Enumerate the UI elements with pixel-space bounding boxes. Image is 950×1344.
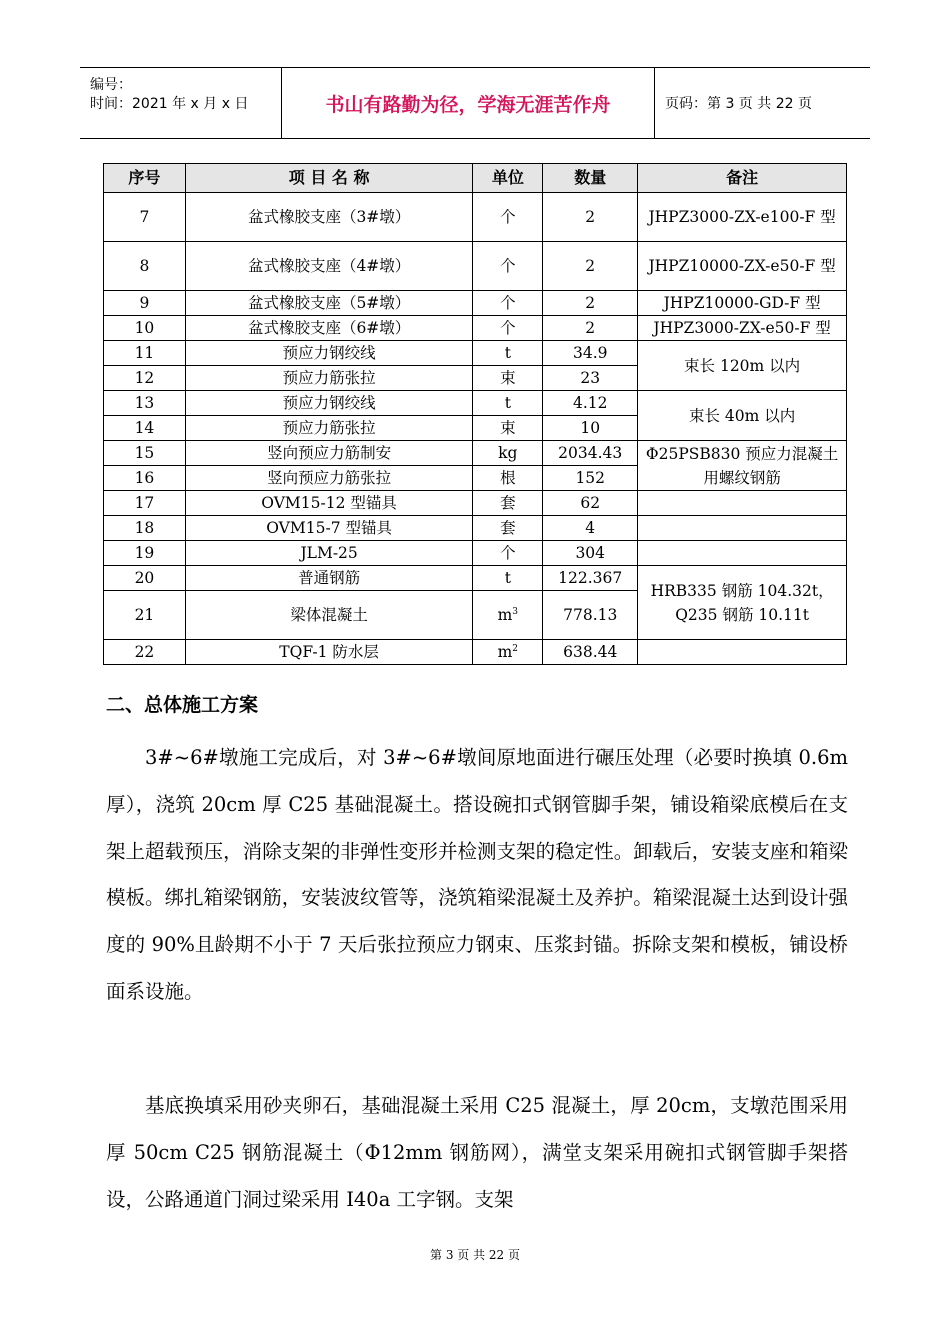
header-meta <box>80 68 282 138</box>
cell-name: OVM15-7 型锚具 <box>185 516 473 541</box>
cell-qty: 62 <box>543 491 638 516</box>
cell-qty: 23 <box>543 366 638 391</box>
cell-no: 13 <box>104 391 186 416</box>
cell-name: 盆式橡胶支座（6#墩） <box>185 316 473 341</box>
table-header-row <box>104 164 847 193</box>
section-heading: 二、总体施工方案 <box>106 694 259 716</box>
cell-name: 预应力筋张拉 <box>185 366 473 391</box>
cell-name: 梁体混凝土 <box>185 591 473 640</box>
cell-no: 12 <box>104 366 186 391</box>
cell-name: 盆式橡胶支座（3#墩） <box>185 193 473 242</box>
cell-unit: 根 <box>473 466 543 491</box>
table-row <box>104 516 847 541</box>
materials-table <box>103 163 847 665</box>
cell-no: 17 <box>104 491 186 516</box>
unit-base: m <box>497 606 513 624</box>
cell-no: 9 <box>104 291 186 316</box>
cell-unit: 个 <box>473 291 543 316</box>
column-header: 序号 <box>104 164 186 193</box>
cell-qty: 152 <box>543 466 638 491</box>
cell-qty: 2 <box>543 291 638 316</box>
cell-qty: 638.44 <box>543 640 638 665</box>
cell-qty: 122.367 <box>543 566 638 591</box>
cell-name: JLM-25 <box>185 541 473 566</box>
code-label: 编号： <box>90 77 132 93</box>
table-row <box>104 316 847 341</box>
cell-name: TQF-1 防水层 <box>185 640 473 665</box>
cell-unit: 束 <box>473 416 543 441</box>
cell-qty: 34.9 <box>543 341 638 366</box>
cell-note <box>638 541 847 566</box>
cell-name: 预应力筋张拉 <box>185 416 473 441</box>
cell-note-merged: 束长 40m 以内 <box>638 391 847 441</box>
cell-qty: 2 <box>543 193 638 242</box>
cell-unit: 个 <box>473 242 543 291</box>
cell-note-merged: 束长 120m 以内 <box>638 341 847 391</box>
cell-no: 10 <box>104 316 186 341</box>
cell-name: 竖向预应力筋张拉 <box>185 466 473 491</box>
cell-unit: 个 <box>473 316 543 341</box>
cell-no: 20 <box>104 566 186 591</box>
unit-superscript: 2 <box>512 643 519 654</box>
cell-no: 16 <box>104 466 186 491</box>
cell-unit: 套 <box>473 516 543 541</box>
header-page-info: 页码：第 3 页 共 22 页 <box>665 96 812 112</box>
page-header <box>80 67 870 139</box>
table-row <box>104 441 847 466</box>
cell-qty: 778.13 <box>543 591 638 640</box>
cell-no: 19 <box>104 541 186 566</box>
cell-qty: 4.12 <box>543 391 638 416</box>
table-row <box>104 541 847 566</box>
column-header: 数量 <box>543 164 638 193</box>
cell-name: 预应力钢绞线 <box>185 341 473 366</box>
column-header: 项 目 名 称 <box>185 164 473 193</box>
cell-note: JHPZ3000-ZX-e100-F 型 <box>638 193 847 242</box>
cell-note: JHPZ10000-ZX-e50-F 型 <box>638 242 847 291</box>
cell-name: 预应力钢绞线 <box>185 391 473 416</box>
cell-note: JHPZ3000-ZX-e50-F 型 <box>638 316 847 341</box>
cell-note <box>638 640 847 665</box>
table-row <box>104 242 847 291</box>
table-row <box>104 341 847 366</box>
table-row <box>104 391 847 416</box>
time-label: 时间：2021 年 x 月 x 日 <box>90 96 249 112</box>
column-header: 单位 <box>473 164 543 193</box>
body-paragraph: 3#~6#墩施工完成后，对 3#~6#墩间原地面进行碾压处理（必要时换填 0.6m 厚），浇筑 20cm 厚 C25 基础混凝土。搭设碗扣式钢管脚手架，铺设箱梁底模后在支架上超载预压，消除支架的非弹性变形并检测支架的稳定性。卸载后，安装支座和箱梁模板。绑扎箱梁钢筋，安装波纹管等，浇筑箱梁混凝土及养护。箱梁混凝土达到设计强度的 90%且龄期不小于 7 天后张拉预应力钢束、压浆封锚。拆除支架和模板，铺设桥面系设施。 <box>106 746 848 1003</box>
cell-qty: 2 <box>543 316 638 341</box>
cell-note <box>638 491 847 516</box>
table-row <box>104 566 847 591</box>
table-row <box>104 291 847 316</box>
cell-no: 7 <box>104 193 186 242</box>
table-row <box>104 491 847 516</box>
cell-unit: t <box>473 391 543 416</box>
table-row <box>104 640 847 665</box>
table-row <box>104 193 847 242</box>
cell-qty: 2034.43 <box>543 441 638 466</box>
cell-no: 11 <box>104 341 186 366</box>
page-footer: 第 3 页 共 22 页 <box>430 1248 520 1262</box>
header-motto: 书山有路勤为径，学海无涯苦作舟 <box>282 68 655 138</box>
cell-unit: t <box>473 341 543 366</box>
cell-unit <box>473 591 543 640</box>
cell-unit: 套 <box>473 491 543 516</box>
cell-name: 竖向预应力筋制安 <box>185 441 473 466</box>
unit-superscript: 3 <box>512 606 519 617</box>
cell-unit <box>473 640 543 665</box>
cell-name: 盆式橡胶支座（4#墩） <box>185 242 473 291</box>
cell-name: OVM15-12 型锚具 <box>185 491 473 516</box>
cell-no: 8 <box>104 242 186 291</box>
unit-base: m <box>497 643 513 661</box>
cell-unit: kg <box>473 441 543 466</box>
cell-no: 22 <box>104 640 186 665</box>
column-header: 备注 <box>638 164 847 193</box>
cell-unit: 束 <box>473 366 543 391</box>
cell-note-merged: Φ25PSB830 预应力混凝土用螺纹钢筋 <box>638 441 847 491</box>
cell-unit: 个 <box>473 193 543 242</box>
cell-no: 18 <box>104 516 186 541</box>
cell-name: 普通钢筋 <box>185 566 473 591</box>
cell-no: 15 <box>104 441 186 466</box>
cell-qty: 304 <box>543 541 638 566</box>
cell-qty: 4 <box>543 516 638 541</box>
cell-note <box>638 516 847 541</box>
cell-note-merged: HRB335 钢筋 104.32t，Q235 钢筋 10.11t <box>638 566 847 640</box>
cell-no: 14 <box>104 416 186 441</box>
cell-unit: 个 <box>473 541 543 566</box>
cell-qty: 2 <box>543 242 638 291</box>
cell-unit: t <box>473 566 543 591</box>
cell-no: 21 <box>104 591 186 640</box>
cell-qty: 10 <box>543 416 638 441</box>
cell-note: JHPZ10000-GD-F 型 <box>638 291 847 316</box>
cell-name: 盆式橡胶支座（5#墩） <box>185 291 473 316</box>
body-paragraph: 基底换填采用砂夹卵石，基础混凝土采用 C25 混凝土，厚 20cm，支墩范围采用厚 50cm C25 钢筋混凝土（Φ12mm 钢筋网），满堂支架采用碗扣式钢管脚手架搭设，公路通道门洞过梁采用 I40a 工字钢。支架 <box>106 1094 848 1211</box>
